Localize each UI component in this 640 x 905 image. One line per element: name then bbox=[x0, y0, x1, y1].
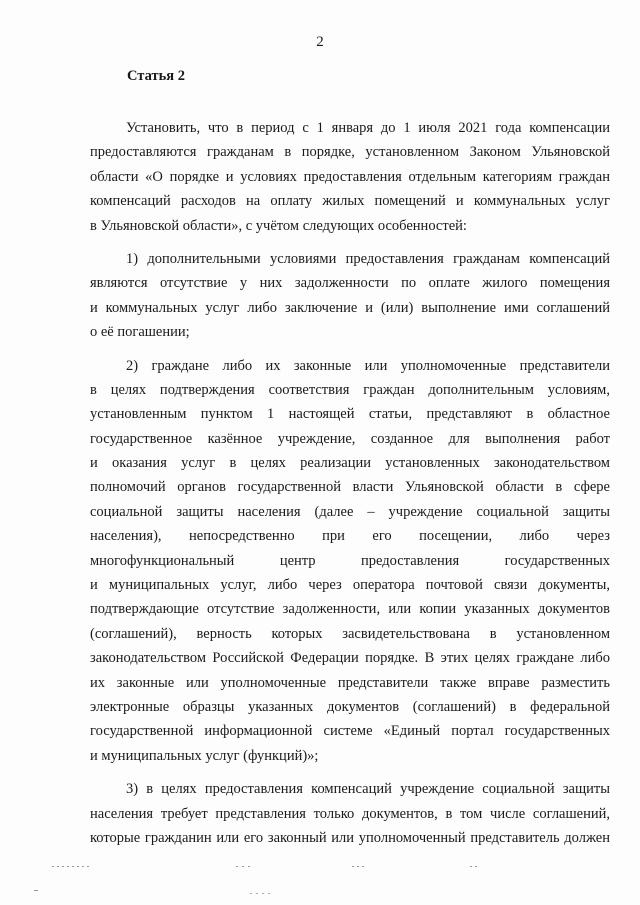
page-number: 2 bbox=[316, 34, 324, 50]
scan-speck bbox=[34, 890, 38, 891]
text-line: в целях подтверждения соответствия граждан дополнительным условиям, bbox=[90, 381, 610, 398]
paragraph-item-3 bbox=[90, 777, 610, 850]
text-line: 2) граждане либо их законные или уполномоченные представители bbox=[126, 357, 610, 374]
text-line: полномочий органов государственной власти Ульяновской области в сфере bbox=[90, 479, 610, 496]
paragraph-intro bbox=[90, 116, 610, 238]
text-line: области «О порядке и условиях предоставления отдельным категориям граждан bbox=[90, 168, 610, 185]
paragraph-item-1 bbox=[90, 247, 610, 345]
text-line: многофункциональный центр предоставления государственных bbox=[90, 552, 610, 569]
text-line: предоставляются гражданам в порядке, установленном Законом Ульяновской bbox=[90, 144, 610, 161]
article-heading: Статья 2 bbox=[127, 68, 185, 84]
scan-speck bbox=[236, 866, 254, 867]
text-line: и муниципальных услуг, либо через оператора почтовой связи документы, bbox=[90, 577, 610, 594]
text-line: государственное казённое учреждение, созданное для выполнения работ bbox=[90, 430, 610, 447]
text-line: (соглашений), верность которых засвидетельствована в установленном bbox=[90, 625, 610, 642]
text-line: подтверждающие отсутствие задолженности, или копии указанных документов bbox=[90, 601, 610, 618]
scan-speck bbox=[470, 866, 480, 867]
text-line: компенсаций расходов на оплату жилых помещений и коммунальных услуг bbox=[90, 193, 610, 210]
text-line: являются отсутствие у них задолженности по оплате жилого помещения bbox=[90, 275, 610, 292]
text-line: населения), непосредственно при его посещении, либо через bbox=[90, 528, 610, 545]
text-line: их законные или уполномоченные представители также вправе разместить bbox=[90, 674, 610, 691]
text-line: населения требует представления только документов, в том числе соглашений, bbox=[90, 805, 610, 822]
scan-speck bbox=[52, 866, 92, 867]
article-body bbox=[90, 116, 610, 850]
scan-speck bbox=[352, 866, 366, 867]
text-line: социальной защиты населения (далее – учреждение социальной защиты bbox=[90, 503, 610, 520]
text-line: 1) дополнительными условиями предоставления гражданам компенсаций bbox=[126, 250, 610, 267]
scan-speck bbox=[250, 893, 270, 894]
text-line: которые гражданин или его законный или уполномоченный представитель должен bbox=[90, 829, 610, 846]
text-line: в Ульяновской области», с учётом следующих особенностей: bbox=[90, 217, 467, 234]
text-line: и коммунальных услуг либо заключение и (или) выполнение ими соглашений bbox=[90, 299, 610, 316]
text-line: электронные образцы указанных документов (соглашений) в федеральной bbox=[90, 698, 610, 715]
text-line: 3) в целях предоставления компенсаций учреждение социальной защиты bbox=[126, 781, 610, 798]
paragraph-item-2 bbox=[90, 354, 610, 769]
text-line: Установить, что в период с 1 января до 1 июля 2021 года компенсации bbox=[126, 120, 610, 136]
text-line: государственной информационной системе «Единый портал государственных bbox=[90, 723, 610, 740]
text-line: и муниципальных услуг (функций)»; bbox=[90, 747, 319, 764]
text-line: установленным пунктом 1 настоящей статьи, представляют в областное bbox=[90, 406, 610, 423]
text-line: и оказания услуг в целях реализации установленных законодательством bbox=[90, 455, 610, 472]
text-line: о её погашении; bbox=[90, 324, 190, 341]
text-line: законодательством Российской Федерации порядке. В этих целях граждане либо bbox=[90, 650, 610, 667]
